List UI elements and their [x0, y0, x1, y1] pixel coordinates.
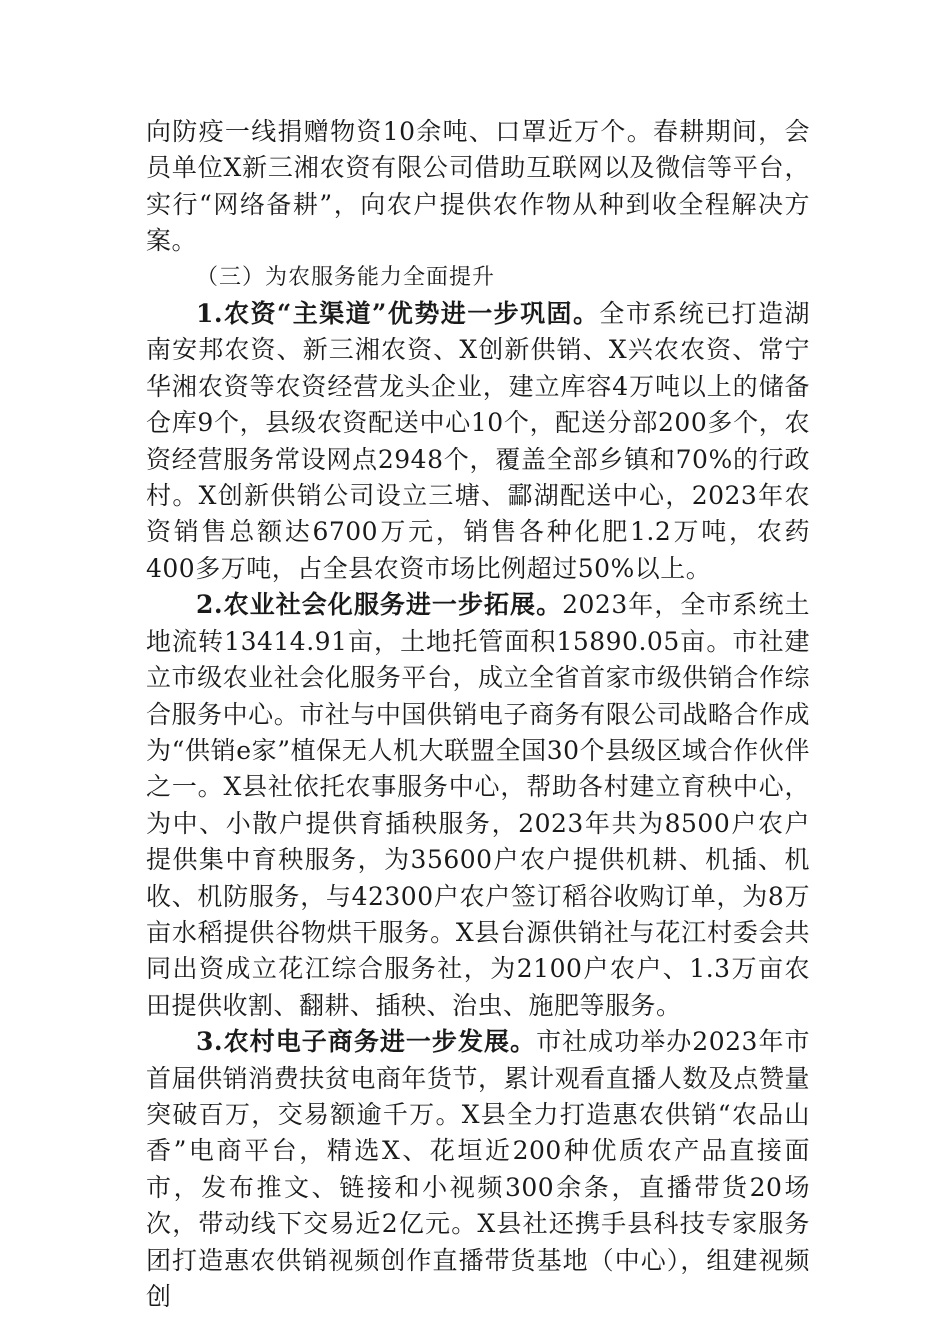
paragraph-social-services	[146, 587, 810, 1024]
paragraph-body: 市社成功举办2023年市首届供销消费扶贫电商年货节，累计观看直播人数及点赞量突破百万，交易额逾千万。X县全力打造惠农供销“农品山香”电商平台，精选X、花垣近200种优质农产品直接面市，发布推文、链接和小视频300余条，直播带货20场次，带动线下交易近2亿元。X县社还携手县科技专家服务团打造惠农供销视频创作直播带货基地（中心），组建视频创	[146, 1027, 810, 1311]
paragraph-lead-heading: 2.农业社会化服务进一步拓展。	[196, 590, 563, 620]
paragraph-continued: 向防疫一线捐赠物资10余吨、口罩近万个。春耕期间，会员单位X新三湘农资有限公司借助互联网以及微信等平台，实行“网络备耕”，向农户提供农作物从种到收全程解决方案。	[146, 117, 810, 256]
paragraph-agri-supply	[146, 296, 810, 587]
paragraph-ecommerce	[146, 1024, 810, 1315]
paragraph-lead-heading: 1.农资“主渠道”优势进一步巩固。	[196, 299, 600, 329]
paragraph-body: 全市系统已打造湖南安邦农资、新三湘农资、X创新供销、X兴农农资、常宁华湘农资等农资经营龙头企业，建立库容4万吨以上的储备仓库9个，县级农资配送中心10个，配送分部200多个，农资经营服务常设网点2948个，覆盖全部乡镇和70%的行政村。X创新供销公司设立三塘、酃湖配送中心，2023年农资销售总额达6700万元，销售各种化肥1.2万吨，农药400多万吨，占全县农资市场比例超过50%以上。	[146, 299, 810, 583]
paragraph-body: 2023年，全市系统土地流转13414.91亩，土地托管面积15890.05亩。市社建立市级农业社会化服务平台，成立全省首家市级供销合作综合服务中心。市社与中国供销电子商务有限公司战略合作成为“供销e家”植保无人机大联盟全国30个县级区域合作伙伴之一。X县社依托农事服务中心，帮助各村建立育秧中心，为中、小散户提供育插秧服务，2023年共为8500户农户提供集中育秧服务，为35600户农户提供机耕、机插、机收、机防服务，与42300户农户签订稻谷收购订单，为8万亩水稻提供谷物烘干服务。X县台源供销社与花江村委会共同出资成立花江综合服务社，为2100户农户、1.3万亩农田提供收割、翻耕、插秧、治虫、施肥等服务。	[146, 590, 811, 1020]
document-page	[146, 114, 810, 1315]
paragraph-lead-heading: 3.农村电子商务进一步发展。	[196, 1027, 537, 1057]
section-heading: （三）为农服务能力全面提升	[196, 264, 496, 290]
